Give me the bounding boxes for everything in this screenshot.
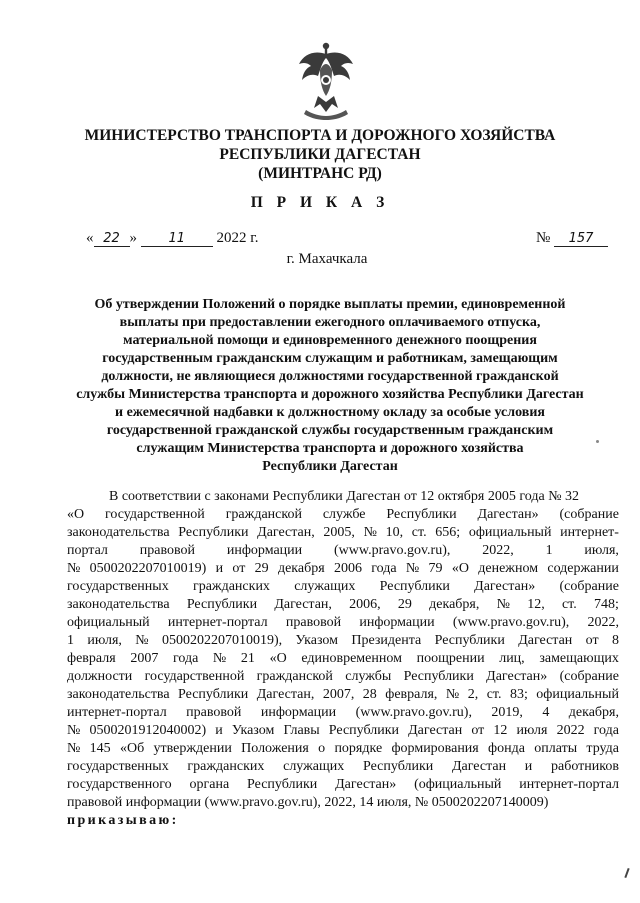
- body-word: 2006: [333, 561, 362, 576]
- body-word: официальный: [468, 525, 552, 540]
- body-word: о: [318, 741, 326, 756]
- body-word: №: [135, 633, 149, 648]
- body-word: Указом: [231, 723, 275, 738]
- body-word: 2022,: [482, 543, 514, 558]
- body-word: №: [405, 561, 420, 576]
- body-word: года: [371, 561, 397, 576]
- body-word: 2005,: [323, 525, 355, 540]
- body-word: официальный: [67, 615, 150, 630]
- body-word: 2,: [467, 687, 479, 702]
- subject-line: государственной гражданской службы государственным гражданским: [106, 423, 554, 438]
- body-word: Главы: [283, 723, 320, 738]
- body-line: [67, 776, 619, 794]
- body-word: от: [585, 633, 599, 648]
- body-word: государственных: [67, 759, 169, 774]
- ministry-header: [0, 126, 640, 183]
- body-word: 145: [89, 741, 111, 756]
- body-word: №: [67, 561, 81, 576]
- body-word: (www.pravo.gov.ru),: [452, 615, 570, 630]
- body-word: гражданских: [187, 759, 265, 774]
- body-word: №: [496, 597, 510, 612]
- body-word: Республики: [386, 507, 457, 522]
- body-word: и: [215, 561, 224, 576]
- subject-line: Республики Дагестан: [262, 459, 398, 474]
- body-word: служащих: [283, 759, 345, 774]
- body-word: Республики: [403, 669, 474, 684]
- body-word: Дагестан,: [256, 687, 315, 702]
- body-word: 83;: [509, 687, 528, 702]
- date-open-quote: «: [86, 230, 94, 246]
- body-word: 29: [397, 597, 412, 612]
- body-word: Дагестан»: [486, 669, 548, 684]
- body-line: [67, 650, 619, 668]
- body-word: №: [445, 687, 460, 702]
- body-word: 748;: [594, 597, 619, 612]
- body-word: законодательства: [67, 687, 170, 702]
- body-word: 10,: [385, 525, 404, 540]
- body-line: [67, 686, 619, 704]
- body-word: июля: [516, 723, 548, 738]
- body-word: государственной: [144, 669, 245, 684]
- body-word: «О: [269, 651, 287, 666]
- body-word: февраля,: [385, 687, 438, 702]
- body-word: Положения: [241, 741, 309, 756]
- body-word: интернет-портал: [167, 615, 268, 630]
- body-word: Республики: [434, 633, 505, 648]
- body-word: поощрении: [416, 651, 485, 666]
- body-word: органа: [189, 777, 230, 792]
- subject-line: государственным гражданским служащим и работникам, замещающим: [102, 351, 558, 366]
- body-word: Дагестан,: [274, 597, 332, 612]
- body-word: правовой: [186, 705, 242, 720]
- body-word: замещающих: [539, 651, 619, 666]
- body-word: интернет-: [560, 525, 619, 540]
- body-word: 1: [67, 633, 74, 648]
- body-word: 2022: [556, 723, 585, 738]
- body-word: государственной: [105, 507, 205, 522]
- body-word: содержании: [547, 561, 619, 576]
- body-line: [67, 722, 619, 740]
- body-word: июля,: [584, 543, 619, 558]
- body-word: 4: [542, 705, 550, 720]
- body-word: службе: [322, 507, 366, 522]
- body-word: Дагестан»: [335, 777, 397, 792]
- body-word: правовой: [139, 543, 195, 558]
- body-line: [67, 578, 619, 596]
- order-city: г. Махачкала: [286, 251, 368, 267]
- body-word: Президента: [351, 633, 422, 648]
- date-close-quote: »: [129, 230, 137, 246]
- body-word: №: [212, 651, 227, 666]
- body-line: В соответствии с законами Республики Дагестан от 12 октября 2005 года № 32: [109, 489, 580, 504]
- eagle-emblem-icon: [296, 40, 356, 122]
- body-word: июля,: [87, 633, 122, 648]
- body-line: [67, 614, 619, 632]
- body-word: (www.pravo.gov.ru),: [334, 543, 451, 558]
- body-word: оплаты: [534, 741, 578, 756]
- body-word: гражданской: [256, 669, 333, 684]
- body-word: и: [215, 723, 223, 738]
- body-line: [67, 560, 619, 578]
- body-line: правовой информации (www.pravo.gov.ru), 2022, 14 июля, № 0500202207140009): [67, 795, 549, 810]
- body-word: (собрание: [559, 579, 619, 594]
- body-word: №: [67, 741, 81, 756]
- body-word: денежном: [478, 561, 539, 576]
- body-word: от: [471, 723, 485, 738]
- body-word: от: [232, 561, 246, 576]
- scan-pen-mark: [624, 868, 629, 878]
- body-word: 2019,: [491, 705, 523, 720]
- scan-speck: [596, 440, 599, 443]
- order-day: 22: [94, 232, 130, 247]
- body-word: и: [524, 759, 533, 774]
- order-month: 11: [141, 232, 213, 247]
- body-word: ст.: [561, 597, 577, 612]
- decree-word: приказываю:: [67, 813, 179, 828]
- body-line: [67, 704, 619, 722]
- body-word: официальный: [536, 687, 619, 702]
- subject-line: служащим Министерства транспорта и дорожного хозяйства: [136, 441, 524, 456]
- body-word: Республики: [178, 525, 249, 540]
- body-line: [67, 542, 619, 560]
- body-word: «Об: [119, 741, 145, 756]
- body-word: декабря: [277, 561, 325, 576]
- body-word: Республики: [247, 777, 318, 792]
- body-word: формирования: [391, 741, 479, 756]
- body-word: 2007: [130, 651, 159, 666]
- body-word: ст.: [486, 687, 502, 702]
- body-word: Дагестан: [451, 759, 507, 774]
- body-word: «О: [67, 507, 85, 522]
- body-word: 21: [240, 651, 255, 666]
- order-subject: [60, 296, 600, 476]
- body-word: Указом: [295, 633, 339, 648]
- body-word: 656;: [435, 525, 461, 540]
- order-date: [86, 230, 258, 247]
- subject-line: должности, не являющиеся должностями государственной гражданской: [101, 369, 559, 384]
- body-word: 79: [428, 561, 443, 576]
- body-word: интернет-портал: [519, 777, 619, 792]
- body-line: [67, 758, 619, 776]
- body-word: Республики: [363, 759, 434, 774]
- body-word: (официальный: [414, 777, 502, 792]
- body-word: «О: [451, 561, 469, 576]
- body-word: гражданских: [192, 579, 270, 594]
- subject-line: Об утверждении Положений о порядке выплаты премии, единовременной: [94, 297, 566, 312]
- subject-line: службы Министерства транспорта и дорожного хозяйства Республики Дагестан: [76, 387, 584, 402]
- order-year: 2022 г.: [216, 230, 259, 246]
- body-word: 0500202207010019),: [161, 633, 283, 648]
- body-word: 12,: [527, 597, 545, 612]
- order-number: [536, 230, 608, 247]
- body-word: законодательства: [67, 525, 170, 540]
- body-word: 12: [493, 723, 508, 738]
- body-word: порядке: [334, 741, 383, 756]
- body-word: декабря,: [429, 597, 480, 612]
- body-word: 2007,: [322, 687, 355, 702]
- body-word: государственного: [67, 777, 172, 792]
- body-word: гражданской: [225, 507, 302, 522]
- body-word: 0500202207010019): [89, 561, 207, 576]
- body-word: (собрание: [559, 507, 619, 522]
- body-word: года: [172, 651, 199, 666]
- subject-line: материальной помощи и единовременного денежного поощрения: [123, 333, 537, 348]
- body-word: 28: [362, 687, 377, 702]
- body-word: законодательства: [67, 597, 170, 612]
- body-word: портал: [67, 543, 108, 558]
- body-line: [67, 668, 619, 686]
- order-number-value: 157: [554, 232, 608, 247]
- body-word: (www.pravo.gov.ru),: [355, 705, 472, 720]
- body-word: года: [593, 723, 619, 738]
- body-word: 2022,: [587, 615, 619, 630]
- body-word: декабря,: [568, 705, 619, 720]
- body-word: фонда: [488, 741, 525, 756]
- body-word: государственных: [67, 579, 169, 594]
- body-word: информации: [260, 705, 337, 720]
- body-line: [67, 632, 619, 650]
- body-word: №: [67, 723, 81, 738]
- body-line: [67, 524, 619, 542]
- body-text: [67, 488, 619, 830]
- body-word: служащих: [294, 579, 356, 594]
- body-word: 29: [254, 561, 269, 576]
- body-word: 8: [611, 633, 619, 648]
- body-word: информации: [226, 543, 303, 558]
- body-word: Республики: [379, 579, 450, 594]
- body-word: интернет-портал: [67, 705, 167, 720]
- subject-line: выплаты при предоставлении ежегодного оплачиваемого отпуска,: [119, 315, 541, 330]
- body-word: Дагестан: [408, 723, 463, 738]
- order-number-label: №: [536, 230, 551, 246]
- ministry-name-line-1: МИНИСТЕРСТВО ТРАНСПОРТА И ДОРОЖНОГО ХОЗЯЙСТВА: [84, 127, 556, 144]
- body-line: [67, 596, 619, 614]
- body-line: [67, 740, 619, 758]
- body-word: Дагестан»: [477, 507, 539, 522]
- body-word: Республики: [328, 723, 400, 738]
- body-word: 1: [545, 543, 553, 558]
- body-word: утверждении: [153, 741, 232, 756]
- body-word: февраля: [67, 651, 116, 666]
- subject-line: и ежемесячной надбавки к должностному окладу за особые условия: [115, 405, 545, 420]
- ministry-abbreviation: (МИНТРАНС РД): [258, 165, 382, 182]
- body-word: труда: [586, 741, 619, 756]
- body-word: информации: [359, 615, 435, 630]
- ministry-name-line-2: РЕСПУБЛИКИ ДАГЕСТАН: [219, 146, 421, 163]
- body-word: ст.: [411, 525, 427, 540]
- body-word: (собрание: [559, 669, 619, 684]
- body-line: [67, 506, 619, 524]
- body-word: №: [363, 525, 377, 540]
- body-word: Республики: [178, 687, 249, 702]
- body-word: лиц,: [499, 651, 525, 666]
- body-word: 0500201912040002): [89, 723, 207, 738]
- body-word: Дагестан: [518, 633, 573, 648]
- body-word: работников: [551, 759, 619, 774]
- body-word: 2006,: [349, 597, 381, 612]
- body-word: Дагестан»: [474, 579, 536, 594]
- body-word: правовой: [285, 615, 342, 630]
- body-word: службы: [345, 669, 392, 684]
- body-word: Дагестан,: [257, 525, 315, 540]
- order-title: П Р И К А З: [250, 194, 390, 211]
- body-word: Республики: [186, 597, 258, 612]
- body-word: единовременном: [301, 651, 402, 666]
- body-word: должности: [67, 669, 133, 684]
